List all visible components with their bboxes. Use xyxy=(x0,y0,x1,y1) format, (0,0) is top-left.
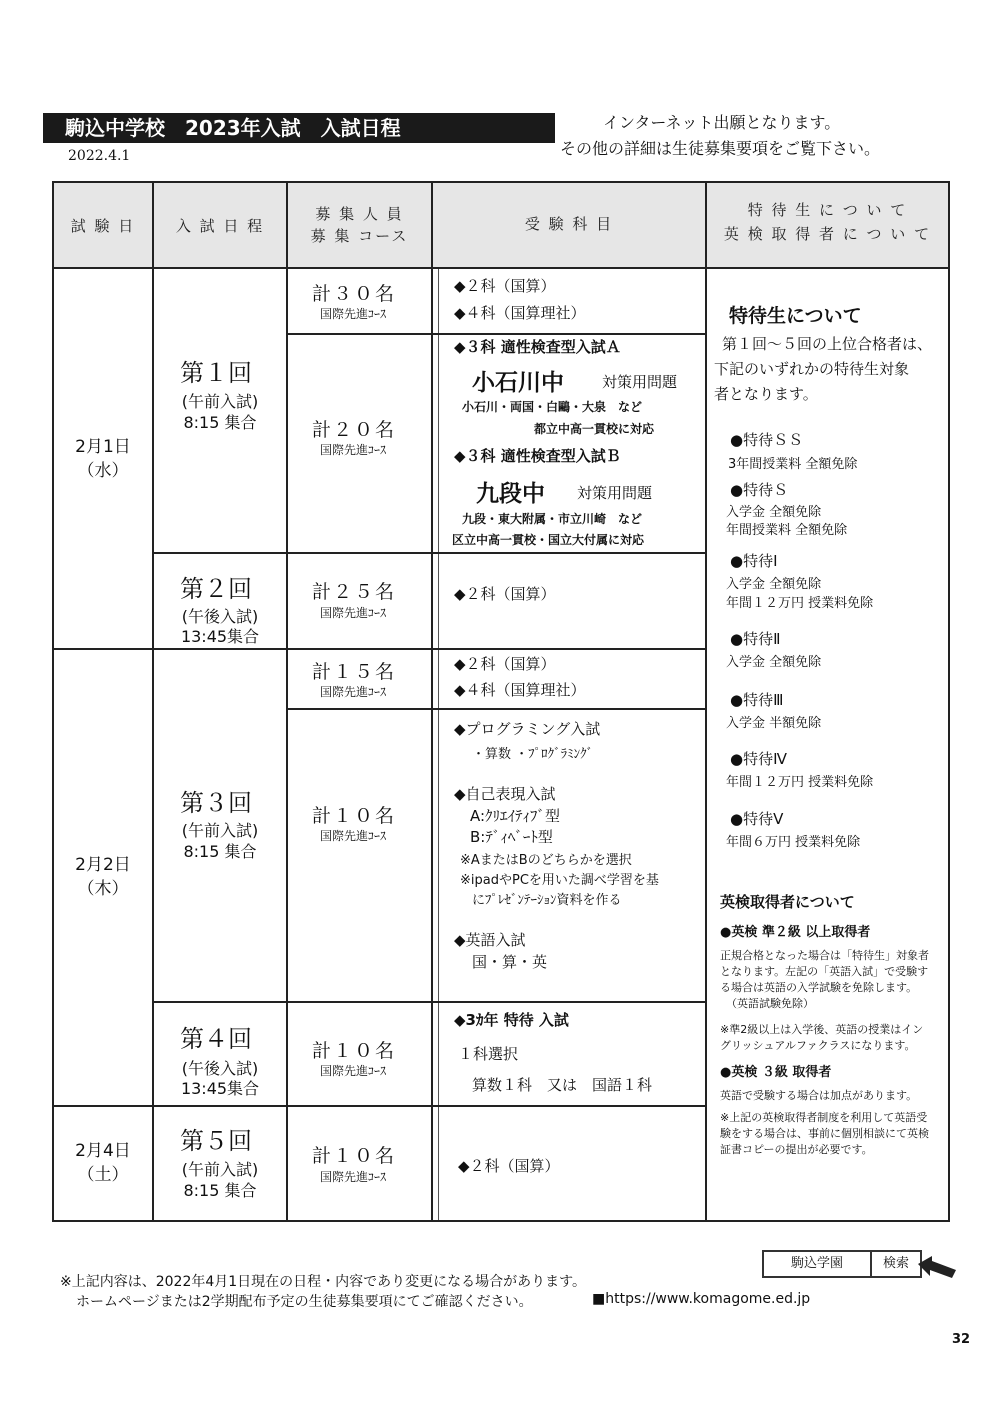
subject-r1-4ka: ◆４科（国算理社） xyxy=(454,304,586,322)
page-title: 駒込中学校 2023年入試 入試日程 xyxy=(43,113,555,143)
tokutai-s: ●特待Ｓ xyxy=(730,481,789,499)
footer-note-2: ホームページまたは2学期配布予定の生徒募集要項にてご確認ください。 xyxy=(76,1294,533,1310)
header-schedule: 入 試 日 程 xyxy=(175,217,265,235)
eiken-pre2-detail-1: 正規合格となった場合は「特待生」対象者 xyxy=(720,949,929,962)
kudan-prep: 対策用問題 xyxy=(577,484,653,502)
self-expression-note-2: ※ipadやPCを用いた調べ学習を基 xyxy=(460,873,659,888)
self-expression-note-3: にﾌﾟﾚｾﾞﾝﾃｰｼｮﾝ資料を作る xyxy=(472,893,622,908)
round-5-type: (午前入試) xyxy=(181,1160,259,1179)
course-r4: 国際先進ｺｰｽ xyxy=(320,1064,387,1078)
search-box[interactable] xyxy=(762,1250,922,1278)
header-special-students: 特 待 生 に つ い て xyxy=(747,201,908,219)
course-r3-a: 国際先進ｺｰｽ xyxy=(320,685,387,699)
tokutai-3: ●特待Ⅲ xyxy=(730,691,784,709)
header-capacity: 募 集 人 員 xyxy=(315,205,404,223)
notice-line-2: その他の詳細は生徒募集要項をご覧下さい。 xyxy=(560,139,881,158)
tokutai-5-detail: 年間６万円 授業料免除 xyxy=(726,835,861,850)
tokutai-ss: ●特待ＳＳ xyxy=(730,431,804,449)
page-number: 32 xyxy=(952,1332,971,1347)
round-1-time: 8:15 集合 xyxy=(183,413,257,432)
website-url[interactable]: ■https://www.komagome.ed.jp xyxy=(592,1291,811,1307)
kudan-note: 区立中高一貫校・国立大付属に対応 xyxy=(452,533,645,547)
capacity-r2: 計２５名 xyxy=(312,581,397,603)
exam-date-feb1: 2月1日 xyxy=(75,437,131,457)
tokutai-1-detail-1: 入学金 全額免除 xyxy=(726,577,822,592)
tokutai-3-detail: 入学金 半額免除 xyxy=(726,716,822,731)
subject-r3-4ka: ◆４科（国算理社） xyxy=(454,681,586,699)
eiken-pre2: ●英検 準２級 以上取得者 xyxy=(720,925,871,940)
capacity-r1-b: 計２０名 xyxy=(312,419,397,441)
tokutai-4-detail: 年間１２万円 授業料免除 xyxy=(726,775,874,790)
self-expression-note-1: ※AまたはBのどちらかを選択 xyxy=(460,853,632,868)
issue-date: 2022.4.1 xyxy=(68,148,131,164)
round-5: 第５回 xyxy=(180,1127,252,1155)
koishikawa-note: 都立中高一貫校に対応 xyxy=(534,422,655,436)
special-intro-3: 者となります。 xyxy=(714,385,818,403)
subject-r2: ◆２科（国算） xyxy=(454,585,556,603)
eiken-3kyu-note-2: 験をする場合は、事前に個別相談にて英検 xyxy=(720,1127,929,1140)
pointer-arrow-icon xyxy=(918,1256,958,1286)
tokutai-2: ●特待Ⅱ xyxy=(730,630,781,648)
subject-1ka-options: 算数１科 又は 国語１科 xyxy=(472,1076,653,1094)
subject-programming-detail: ・算数 ・ﾌﾟﾛｸﾞﾗﾐﾝｸﾞ xyxy=(472,747,594,762)
notice-line-1: インターネット出願となります。 xyxy=(603,113,841,132)
subject-1ka-select: １科選択 xyxy=(458,1045,519,1063)
koishikawa-schools: 小石川・両国・白鷗・大泉 など xyxy=(462,400,643,414)
exam-weekday-feb4: （土） xyxy=(77,1165,129,1185)
header-course: 募 集 コース xyxy=(310,227,409,245)
capacity-r3-b: 計１０名 xyxy=(312,805,397,827)
eiken-3kyu: ●英検 ３級 取得者 xyxy=(720,1065,832,1080)
exam-date-feb4: 2月4日 xyxy=(75,1141,131,1161)
round-1-type: (午前入試) xyxy=(181,392,259,411)
tokutai-s-detail-1: 入学金 全額免除 xyxy=(726,505,822,520)
capacity-r3-a: 計１５名 xyxy=(312,661,397,683)
eiken-3kyu-note-1: ※上記の英検取得者制度を利用して英語受 xyxy=(720,1111,928,1124)
round-2-time: 13:45集合 xyxy=(180,627,260,646)
special-intro-2: 下記のいずれかの特待生対象 xyxy=(714,360,910,378)
tokutai-5: ●特待Ⅴ xyxy=(730,810,784,828)
round-4-time: 13:45集合 xyxy=(180,1079,260,1098)
special-intro-1: 第１回～５回の上位合格者は、 xyxy=(722,335,933,353)
subject-self-expression: ◆自己表現入試 xyxy=(454,785,556,803)
tokutai-4: ●特待Ⅳ xyxy=(730,750,787,768)
tokutai-s-detail-2: 年間授業料 全額免除 xyxy=(726,523,848,538)
schedule-table xyxy=(52,181,950,1222)
subject-programming: ◆プログラミング入試 xyxy=(454,720,601,738)
course-r2: 国際先進ｺｰｽ xyxy=(320,606,387,620)
round-3-type: (午前入試) xyxy=(181,821,259,840)
exam-date-feb2: 2月2日 xyxy=(75,855,131,875)
eiken-3kyu-note-3: 証書コピーの提出が必要です。 xyxy=(720,1143,873,1156)
footer-note-1: ※上記内容は、2022年4月1日現在の日程・内容であり変更になる場合があります。 xyxy=(60,1274,587,1290)
subject-english: ◆英語入試 xyxy=(454,931,526,949)
course-r1-b: 国際先進ｺｰｽ xyxy=(320,443,387,457)
round-2: 第２回 xyxy=(180,575,252,603)
course-r5: 国際先進ｺｰｽ xyxy=(320,1170,387,1184)
subject-3year-special: ◆3ｶ年 特待 入試 xyxy=(454,1011,569,1029)
kudan-schools: 九段・東大附属・市立川崎 など xyxy=(462,512,643,526)
eiken-title: 英検取得者について xyxy=(720,893,855,911)
subject-r5: ◆２科（国算） xyxy=(458,1157,560,1175)
search-term[interactable]: 駒込学園 xyxy=(764,1252,872,1276)
subject-r1-2ka: ◆２科（国算） xyxy=(454,277,556,295)
tokutai-1-detail-2: 年間１２万円 授業料免除 xyxy=(726,596,874,611)
capacity-r5: 計１０名 xyxy=(312,1145,397,1167)
kudan-label: 九段中 xyxy=(476,481,545,507)
eiken-pre2-detail-2: となります。左記の「英語入試」で受験す xyxy=(720,965,929,978)
capacity-r1-a: 計３０名 xyxy=(312,283,397,305)
koishikawa-prep: 対策用問題 xyxy=(602,373,678,391)
round-4-type: (午後入試) xyxy=(181,1059,259,1078)
eiken-pre2-note-2: グリッシュアルファクラスになります。 xyxy=(720,1039,916,1052)
subject-tekisei-b: ◆３科 適性検査型入試Ｂ xyxy=(454,447,621,465)
header-subjects: 受 験 科 目 xyxy=(524,215,614,233)
round-2-type: (午後入試) xyxy=(181,607,259,626)
header-eiken-holders: 英 検 取 得 者 に つ い て xyxy=(723,225,932,243)
course-r3-b: 国際先進ｺｰｽ xyxy=(320,829,387,843)
round-1: 第１回 xyxy=(180,359,252,387)
exam-weekday-feb2: （木） xyxy=(77,879,129,899)
exam-weekday-feb1: （水） xyxy=(77,461,129,481)
tokutai-2-detail: 入学金 全額免除 xyxy=(726,655,822,670)
eiken-3kyu-detail: 英語で受験する場合は加点があります。 xyxy=(720,1089,918,1102)
round-5-time: 8:15 集合 xyxy=(183,1181,257,1200)
tokutai-1: ●特待Ⅰ xyxy=(730,552,778,570)
eiken-pre2-detail-4: （英語試験免除） xyxy=(726,997,814,1010)
round-3: 第３回 xyxy=(180,789,252,817)
capacity-r4: 計１０名 xyxy=(312,1040,397,1062)
self-expression-b: B:ﾃﾞｨﾍﾞｰﾄ型 xyxy=(470,828,553,846)
subject-tekisei-a: ◆３科 適性検査型入試Ａ xyxy=(454,338,621,356)
round-3-time: 8:15 集合 xyxy=(183,842,257,861)
header-exam-date: 試 験 日 xyxy=(70,217,136,235)
subject-english-detail: 国・算・英 xyxy=(472,953,548,971)
eiken-pre2-note-1: ※準2級以上は入学後、英語の授業はイン xyxy=(720,1023,924,1036)
tokutai-ss-detail: 3年間授業料 全額免除 xyxy=(728,457,858,472)
round-4: 第４回 xyxy=(180,1025,252,1053)
course-r1-a: 国際先進ｺｰｽ xyxy=(320,307,387,321)
eiken-pre2-detail-3: る場合は英語の入学試験を免除します。 xyxy=(720,981,918,994)
subject-r3-2ka: ◆２科（国算） xyxy=(454,655,556,673)
special-title: 特待生について xyxy=(729,305,862,327)
self-expression-a: A:ｸﾘｴｲﾃｨﾌﾞ型 xyxy=(470,807,561,825)
koishikawa-label: 小石川中 xyxy=(472,370,564,396)
search-button[interactable]: 検索 xyxy=(872,1252,920,1276)
